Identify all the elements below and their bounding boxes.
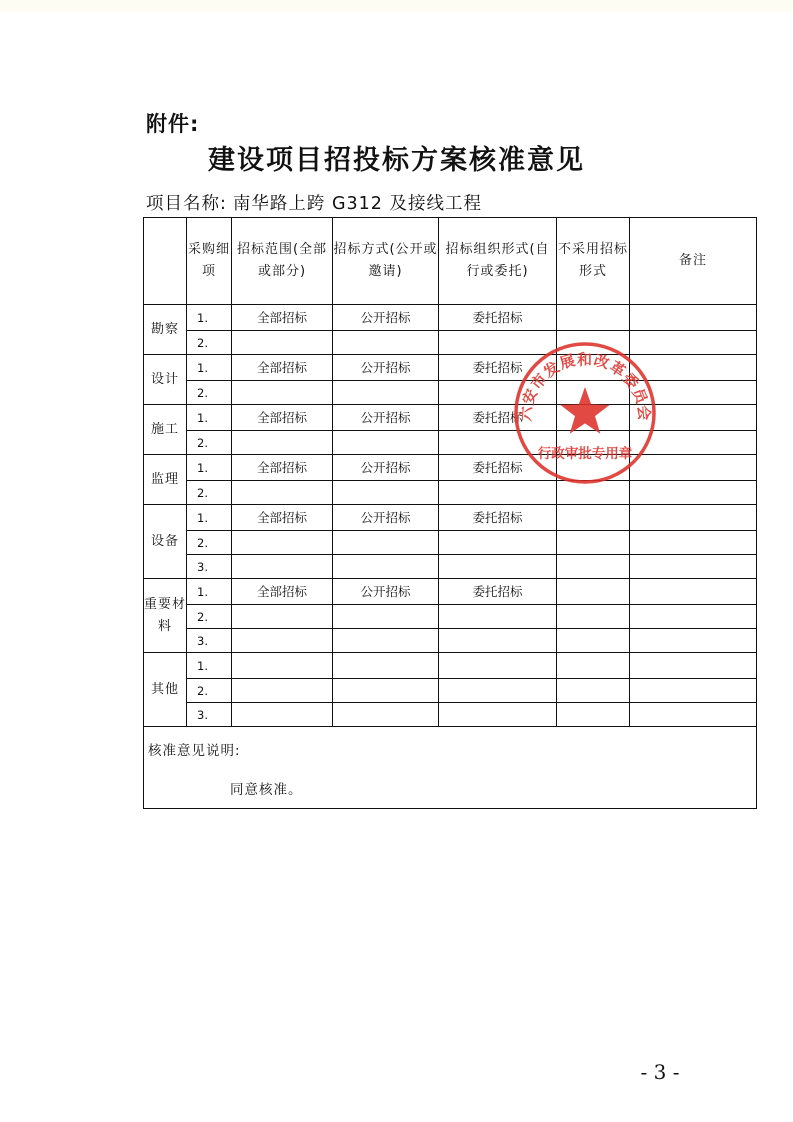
row-number-cell: 1. [187, 505, 232, 531]
row-number-cell: 2. [187, 431, 232, 455]
header-item: 采购细项 [187, 218, 232, 305]
method-cell: 公开招标 [333, 579, 439, 605]
method-cell [333, 431, 439, 455]
not-adopted-cell [557, 331, 630, 355]
not-adopted-cell [557, 505, 630, 531]
table-row [144, 505, 757, 531]
not-adopted-cell [557, 455, 630, 481]
organization-cell [439, 531, 557, 555]
method-cell [333, 653, 439, 679]
organization-cell [439, 331, 557, 355]
organization-cell: 委托招标 [439, 505, 557, 531]
row-number-cell: 2. [187, 679, 232, 703]
category-cell: 设计 [144, 355, 187, 405]
method-cell [333, 331, 439, 355]
row-number-cell: 3. [187, 703, 232, 727]
table-row [144, 381, 757, 405]
row-number-cell: 1. [187, 305, 232, 331]
not-adopted-cell [557, 703, 630, 727]
method-cell [333, 481, 439, 505]
remarks-cell [630, 505, 757, 531]
method-cell: 公开招标 [333, 305, 439, 331]
table-row [144, 305, 757, 331]
header-method: 招标方式(公开或邀请) [333, 218, 439, 305]
row-number-cell: 1. [187, 355, 232, 381]
table-row [144, 629, 757, 653]
project-name: 南华路上跨 G312 及接线工程 [232, 194, 482, 214]
method-cell [333, 531, 439, 555]
table-row [144, 355, 757, 381]
not-adopted-cell [557, 431, 630, 455]
remarks-cell [630, 653, 757, 679]
table-row [144, 531, 757, 555]
row-number-cell: 2. [187, 331, 232, 355]
scope-cell [232, 679, 333, 703]
method-cell [333, 381, 439, 405]
category-cell: 勘察 [144, 305, 187, 355]
row-number-cell: 3. [187, 555, 232, 579]
method-cell: 公开招标 [333, 505, 439, 531]
not-adopted-cell [557, 481, 630, 505]
remarks-cell [630, 579, 757, 605]
scope-cell: 全部招标 [232, 579, 333, 605]
method-cell: 公开招标 [333, 405, 439, 431]
scope-cell [232, 331, 333, 355]
table-row [144, 431, 757, 455]
remarks-cell [630, 355, 757, 381]
not-adopted-cell [557, 381, 630, 405]
scope-cell [232, 629, 333, 653]
table-row [144, 579, 757, 605]
method-cell: 公开招标 [333, 455, 439, 481]
project-label: 项目名称: [146, 194, 227, 214]
scope-cell: 全部招标 [232, 305, 333, 331]
header-organization: 招标组织形式(自行或委托) [439, 218, 557, 305]
seal-inner-text: 行政审批专用章 [537, 446, 633, 462]
row-number-cell: 2. [187, 381, 232, 405]
remarks-cell [630, 703, 757, 727]
not-adopted-cell [557, 605, 630, 629]
not-adopted-cell [557, 555, 630, 579]
corner-cell [144, 218, 187, 305]
scope-cell: 全部招标 [232, 405, 333, 431]
category-cell: 其他 [144, 653, 187, 727]
category-cell: 设备 [144, 505, 187, 579]
organization-cell: 委托招标 [439, 305, 557, 331]
method-cell [333, 629, 439, 653]
method-cell [333, 605, 439, 629]
attachment-label: 附件: [146, 112, 200, 136]
scope-cell [232, 703, 333, 727]
opinion-row [144, 727, 757, 809]
header-scope: 招标范围(全部或部分) [232, 218, 333, 305]
table-row [144, 405, 757, 431]
scope-cell [232, 531, 333, 555]
organization-cell [439, 381, 557, 405]
organization-cell [439, 629, 557, 653]
organization-cell: 委托招标 [439, 405, 557, 431]
document-title: 建设项目招投标方案核准意见 [208, 145, 585, 176]
scope-cell [232, 381, 333, 405]
bidding-table [143, 217, 757, 809]
scope-cell [232, 605, 333, 629]
category-cell: 监理 [144, 455, 187, 505]
organization-cell [439, 555, 557, 579]
seal-outer-text: 六安市发展和改革委员会 [516, 350, 654, 423]
scope-cell: 全部招标 [232, 455, 333, 481]
method-cell [333, 555, 439, 579]
remarks-cell [630, 481, 757, 505]
row-number-cell: 2. [187, 605, 232, 629]
method-cell [333, 679, 439, 703]
method-cell: 公开招标 [333, 355, 439, 381]
remarks-cell [630, 455, 757, 481]
organization-cell: 委托招标 [439, 579, 557, 605]
not-adopted-cell [557, 531, 630, 555]
table-body [144, 218, 757, 809]
remarks-cell [630, 629, 757, 653]
page-number: - 3 - [640, 1060, 680, 1084]
not-adopted-cell [557, 629, 630, 653]
table-row [144, 653, 757, 679]
scope-cell [232, 481, 333, 505]
remarks-cell [630, 305, 757, 331]
remarks-cell [630, 431, 757, 455]
category-cell: 施工 [144, 405, 187, 455]
organization-cell [439, 653, 557, 679]
row-number-cell: 2. [187, 481, 232, 505]
category-cell: 重要材料 [144, 579, 187, 653]
row-number-cell: 1. [187, 405, 232, 431]
organization-cell: 委托招标 [439, 355, 557, 381]
scope-cell: 全部招标 [232, 355, 333, 381]
scope-cell [232, 555, 333, 579]
not-adopted-cell [557, 355, 630, 381]
table-row [144, 679, 757, 703]
not-adopted-cell [557, 305, 630, 331]
header-remarks: 备注 [630, 218, 757, 305]
organization-cell [439, 431, 557, 455]
table-row [144, 331, 757, 355]
opinion-text: 同意核准。 [230, 782, 303, 798]
table-row [144, 481, 757, 505]
not-adopted-cell [557, 653, 630, 679]
row-number-cell: 1. [187, 579, 232, 605]
organization-cell: 委托招标 [439, 455, 557, 481]
row-number-cell: 3. [187, 629, 232, 653]
remarks-cell [630, 605, 757, 629]
remarks-cell [630, 531, 757, 555]
scope-cell [232, 431, 333, 455]
organization-cell [439, 605, 557, 629]
not-adopted-cell [557, 579, 630, 605]
method-cell [333, 703, 439, 727]
opinion-label: 核准意见说明: [148, 743, 241, 759]
remarks-cell [630, 405, 757, 431]
remarks-cell [630, 331, 757, 355]
organization-cell [439, 481, 557, 505]
scope-cell: 全部招标 [232, 505, 333, 531]
header-not-adopted: 不采用招标形式 [557, 218, 630, 305]
not-adopted-cell [557, 405, 630, 431]
remarks-cell [630, 679, 757, 703]
row-number-cell: 1. [187, 653, 232, 679]
table-row [144, 703, 757, 727]
top-edge-mark [0, 0, 793, 12]
organization-cell [439, 703, 557, 727]
header-row [144, 218, 757, 305]
scope-cell [232, 653, 333, 679]
remarks-cell [630, 555, 757, 579]
table-row [144, 455, 757, 481]
table-row [144, 555, 757, 579]
row-number-cell: 2. [187, 531, 232, 555]
organization-cell [439, 679, 557, 703]
opinion-cell [144, 727, 757, 809]
not-adopted-cell [557, 679, 630, 703]
table-row [144, 605, 757, 629]
project-line [146, 190, 482, 215]
remarks-cell [630, 381, 757, 405]
row-number-cell: 1. [187, 455, 232, 481]
